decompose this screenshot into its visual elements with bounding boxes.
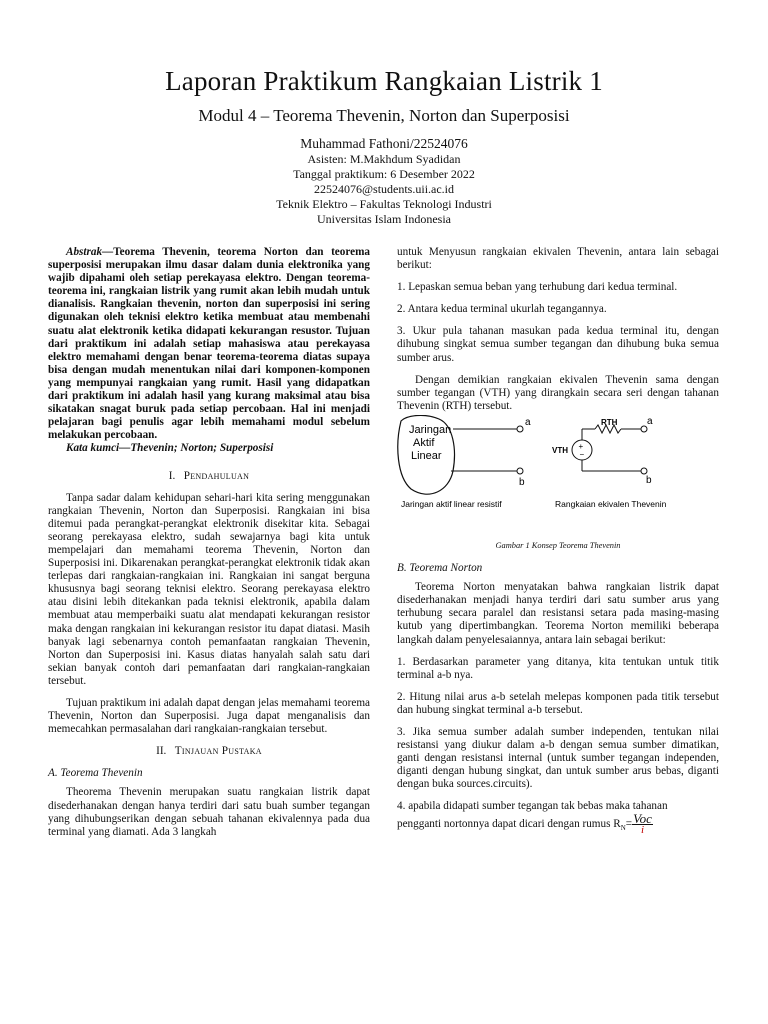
box-text-3: Linear [411,449,442,462]
assistant-name: Asisten: M.Makhdum Syadidan [307,152,461,166]
norton-formula-line: pengganti nortonnya dapat dicari dengan rumus $R_N=$ $\frac{\text{Voc}}{i}$ [397,810,652,836]
subsection-thevenin: A. Teorema Thevenin [48,767,143,780]
thevenin-paragraph: Theorema Thevenin merupakan suatu rangkaian listrik dapat disederhanakan dengan hanya terdiri dari satu buah sumber tegangan yang dihubungserikan dengan sebuah tahanan ekivalennya pada dua terminal yang diamati. Ada 3 langkah [48,786,370,838]
box-text-1: Jaringan [409,423,452,436]
author-name: Muhammad Fathoni/22524076 [300,136,468,151]
section-heading-2 [48,745,370,758]
fraction-numerator: Voc [633,810,652,826]
thevenin-step-1: 1. Lepaskan semua beban yang terhubung dari kedua terminal. [397,281,678,294]
right-column [397,246,719,835]
left-column [48,246,370,848]
paper-subtitle: Modul 4 – Teorema Thevenin, Norton dan Superposisi [198,106,570,125]
vth-label: VTH [552,445,568,455]
norton-step-1: 1. Berdasarkan parameter yang ditanya, kita tentukan untuk titik terminal a-b nya. [397,655,719,681]
abstract-label: Abstrak— [66,246,114,258]
abstract-text: Teorema Thevenin, teorema Norton dan teorema superposisi merupakan ilmu dasar dalam dunia elektronika yang wajib dipahami oleh setiap perekayasa elektro. Dengan teorema-teorema ini, rangkaian listrik yang rumit akan lebih mudah untuk dianalisis. Rangkaian thevenin, norton dan superposisi ini sering digunakan oleh teknisi elektro ketika membuat atau membenahi suatu alat elektronik ketika didapati kekurangan resustor. Tujuan dari praktikum ini adalah setiap mahasiswa atau perekayasa elektro memahami dengan benar teorema-teorema diatas supaya bisa dengan mudah menentukan nilai dari komponen-komponen yang mempunyai rangkaian yang rumit. Hasil yang didapatkan dari praktikum ini adalah hasil yang kurang maksimal atau bisa sikatakan snagat buruk pada setiap percobaan. Hal ini menjadi pelajaran bagi penulis agar lebih memahami modul sebelum melakukan percobaan. [48,246,370,442]
abstract [48,246,370,442]
section-title: Pendahuluan [183,469,250,482]
box-text-2: Aktif [413,436,435,449]
label-a-left: a [525,416,531,428]
right-diagram-caption: Rangkaian ekivalen Thevenin [555,498,667,509]
rn-subscript: N [620,823,626,832]
rth-label: RTH [601,417,618,427]
author-block [0,135,768,227]
university: Universitas Islam Indonesia [317,212,451,226]
label-b-right: b [646,474,652,486]
norton-fraction [632,810,653,836]
practicum-date: Tanggal praktikum: 6 Desember 2022 [293,167,475,181]
thevenin-paragraph-cont: untuk Menyusun rangkaian ekivalen Thevenin, antara lain sebagai berikut: [397,246,719,272]
subsection-norton: B. Teorema Norton [397,562,483,575]
terminal-a-left [517,426,523,432]
norton-step-2: 2. Hitung nilai arus a-b setelah melepas komponen pada titik tersebut dan hubung singkat terminal a-b tersebut. [397,690,719,716]
minus-sign: − [579,449,585,459]
thevenin-paragraph-2: Dengan demikian rangkaian ekivalen Thevenin sama dengan sumber tegangan (VTH) yang dirangkain secara seri dengan tahanan Thevenin (RTH) tersebut. [397,373,719,412]
section-heading-1 [48,470,370,483]
plus-sign: + [578,441,584,451]
norton-step-4-text: 4. apabila didapati sumber tegangan tak bebas maka tahanan [397,800,668,813]
norton-step-3: 3. Jika semua sumber adalah sumber independen, tentukan nilai resistansi yang diukur dalam a-b dengan semua sumber dimatikan, ganti dengan resistansi internal (untuk sumber tegangan independen, diganti dengan hubung singkat, dan untuk sumber arus bebas, diganti dengan buka sources.circuits). [397,725,719,791]
intro-paragraph-1: Tanpa sadar dalam kehidupan sehari-hari kita sering menggunakan rangkaian Thevenin, Norton dan Superposisi. Rangkaian ini bisa ditemui pada perangkat-perangkat elektronik disekitar kita. Sebagai seorang perekayasa elektro, sudah sewajarnya bagi kita untuk mempelajari dan memahami teorema Thevenin, Norton dan Superposisi ini. Dikarenakan perangkat-perangkat elektronik tidak akan terlepas dari rangkaian-rangkaian ini. Rangkaian ini sangat berguna khususnya bagi seorang teknisi elektro. Seorang perekayasa elektro atau disini lebih ditekankan pada teknisi elektronik, apabila dalam membuat atau memperbaiki suatu alat mendapati kekurangan resistor maka dengan rangkaian ini kekurangan resistor itu dapat diatasi. Masih banyak lagi sebenarnya contoh pemanfaatan rangkaian Thevenin, Norton dan Superposisi ini. Kasus diatas hanyalah salah satu dari sekian banyak contoh dari pemanfaatan dari rangkaian-rangkaian tersebut. [48,491,370,687]
label-b-left: b [519,476,525,488]
author-email: 22524076@students.uii.ac.id [313,182,455,196]
keywords: Kata kumci—Thevenin; Norton; Superposisi [66,442,274,455]
norton-paragraph: Teorema Norton menyatakan bahwa rangkaian listrik dapat disederhanakan menjadi hanya terdiri dari satu sumber arus yang terhubung secara paralel dan resistansi setara pada masing-masing kutub yang dipertimbangkan. Teorema Norton memiliki beberapa langkah dalam penyelesaiannya, antara lain sebagai berikut: [397,581,719,646]
intro-paragraph-2: Tujuan praktikum ini adalah dapat dengan jelas memahami teorema Thevenin, Norton dan Superposisi. Juga dapat menganalisis dan memecahkan permasalahan dari rangkaian-rangkaian tersebut. [48,697,370,736]
norton-step-4 [397,800,719,835]
thevenin-step-2: 2. Antara kedua terminal ukurlah tegangannya. [397,303,607,316]
section-title: Tinjauan Pustaka [174,745,262,758]
department: Teknik Elektro – Fakultas Teknologi Industri [276,197,492,211]
section-number: II. [156,745,167,758]
fraction-denominator: i [640,823,644,836]
terminal-b-right [641,468,647,474]
thevenin-diagram [389,415,719,515]
norton-formula-text: pengganti nortonnya dapat dicari dengan rumus R [397,817,621,830]
thevenin-step-3: 3. Ukur pula tahanan masukan pada kedua terminal itu, dengan dihubung singkat semua sumber tegangan dan dihubung buka semua sumber arus. [397,325,719,364]
label-a-right: a [647,415,653,427]
paper-title: Laporan Praktikum Rangkaian Listrik 1 [165,66,603,96]
section-number: I. [168,469,176,482]
left-diagram-caption: Jaringan aktif linear resistif [401,498,502,509]
figure-caption: Gambar 1 Konsep Teorema Thevenin [495,540,621,550]
terminal-b-left [517,468,523,474]
thevenin-figure [389,415,719,515]
